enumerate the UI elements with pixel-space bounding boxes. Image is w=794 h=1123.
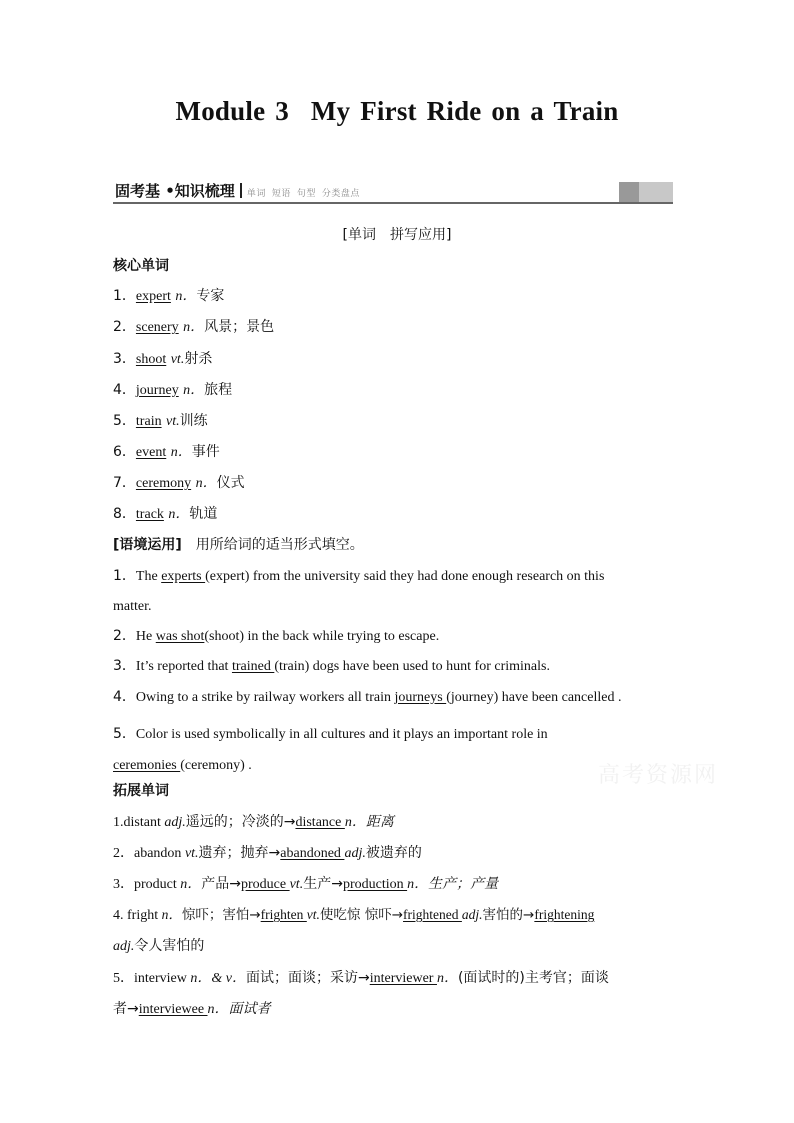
banner-tags: 单词 短语 句型 分类盘点 (246, 189, 360, 199)
page-title: Module 3 My First Ride on a Train (175, 96, 619, 126)
list-item: 3．shoot vt.射杀 (113, 351, 213, 367)
list-item: 6．event n．事件 (113, 444, 220, 460)
section-header: [单词 拼写应用] (342, 227, 452, 243)
extended-words-heading: 拓展单词 (113, 783, 169, 799)
list-item: 1.distant adj.遥远的；冷淡的→distance n．距离 (113, 814, 394, 830)
banner-label: 固考基 •知识梳理 (115, 182, 235, 200)
exercise-item-continued: matter. (113, 599, 152, 614)
banner-block-light (639, 182, 673, 202)
list-item: 8．track n．轨道 (113, 506, 218, 522)
exercise-item: 4．Owing to a strike by railway workers all train journeys (journey) have been cancelled . (113, 689, 622, 705)
list-item: 5．interview n．& v．面试；面谈；采访→interviewer n．(面试时的)主考官；面谈 (113, 970, 609, 986)
banner-block-dark (619, 182, 639, 202)
exercise-item-continued: ceremonies (ceremony) . (113, 758, 252, 773)
exercise-item: 3．It’s reported that trained (train) dogs have been used to hunt for criminals. (113, 658, 550, 674)
list-item: 1．expert n．专家 (113, 288, 225, 304)
list-item-continued: 者→interviewee n．面试者 (113, 1001, 271, 1017)
list-item: 2．abandon vt.遗弃；抛弃→abandoned adj.被遗弃的 (113, 845, 422, 861)
exercise-item: 1．The experts (expert) from the university said they had done enough research on this (113, 568, 605, 584)
exercise-item: 5．Color is used symbolically in all cultures and it plays an important role in (113, 726, 548, 742)
list-item: 2．scenery n．风景；景色 (113, 319, 275, 335)
watermark: 高考资源网 (598, 763, 719, 788)
banner-divider (240, 183, 242, 198)
exercise-item: 2．He was shot(shoot) in the back while trying to escape. (113, 628, 440, 644)
list-item: 7．ceremony n．仪式 (113, 475, 245, 491)
list-item: 3．product n．产品→produce vt.生产→production n．生产；产量 (113, 876, 499, 892)
list-item: 5．train vt.训练 (113, 413, 208, 429)
list-item: 4．journey n．旅程 (113, 382, 233, 398)
list-item: 4. fright n．惊吓；害怕→frighten vt.使吃惊 惊吓→frightened adj.害怕的→frightening (113, 907, 595, 923)
context-use-heading: [语境运用] 用所给词的适当形式填空。 (113, 537, 364, 553)
core-words-heading: 核心单词 (113, 258, 169, 274)
list-item-continued: adj.令人害怕的 (113, 938, 205, 954)
section-banner (113, 180, 673, 204)
